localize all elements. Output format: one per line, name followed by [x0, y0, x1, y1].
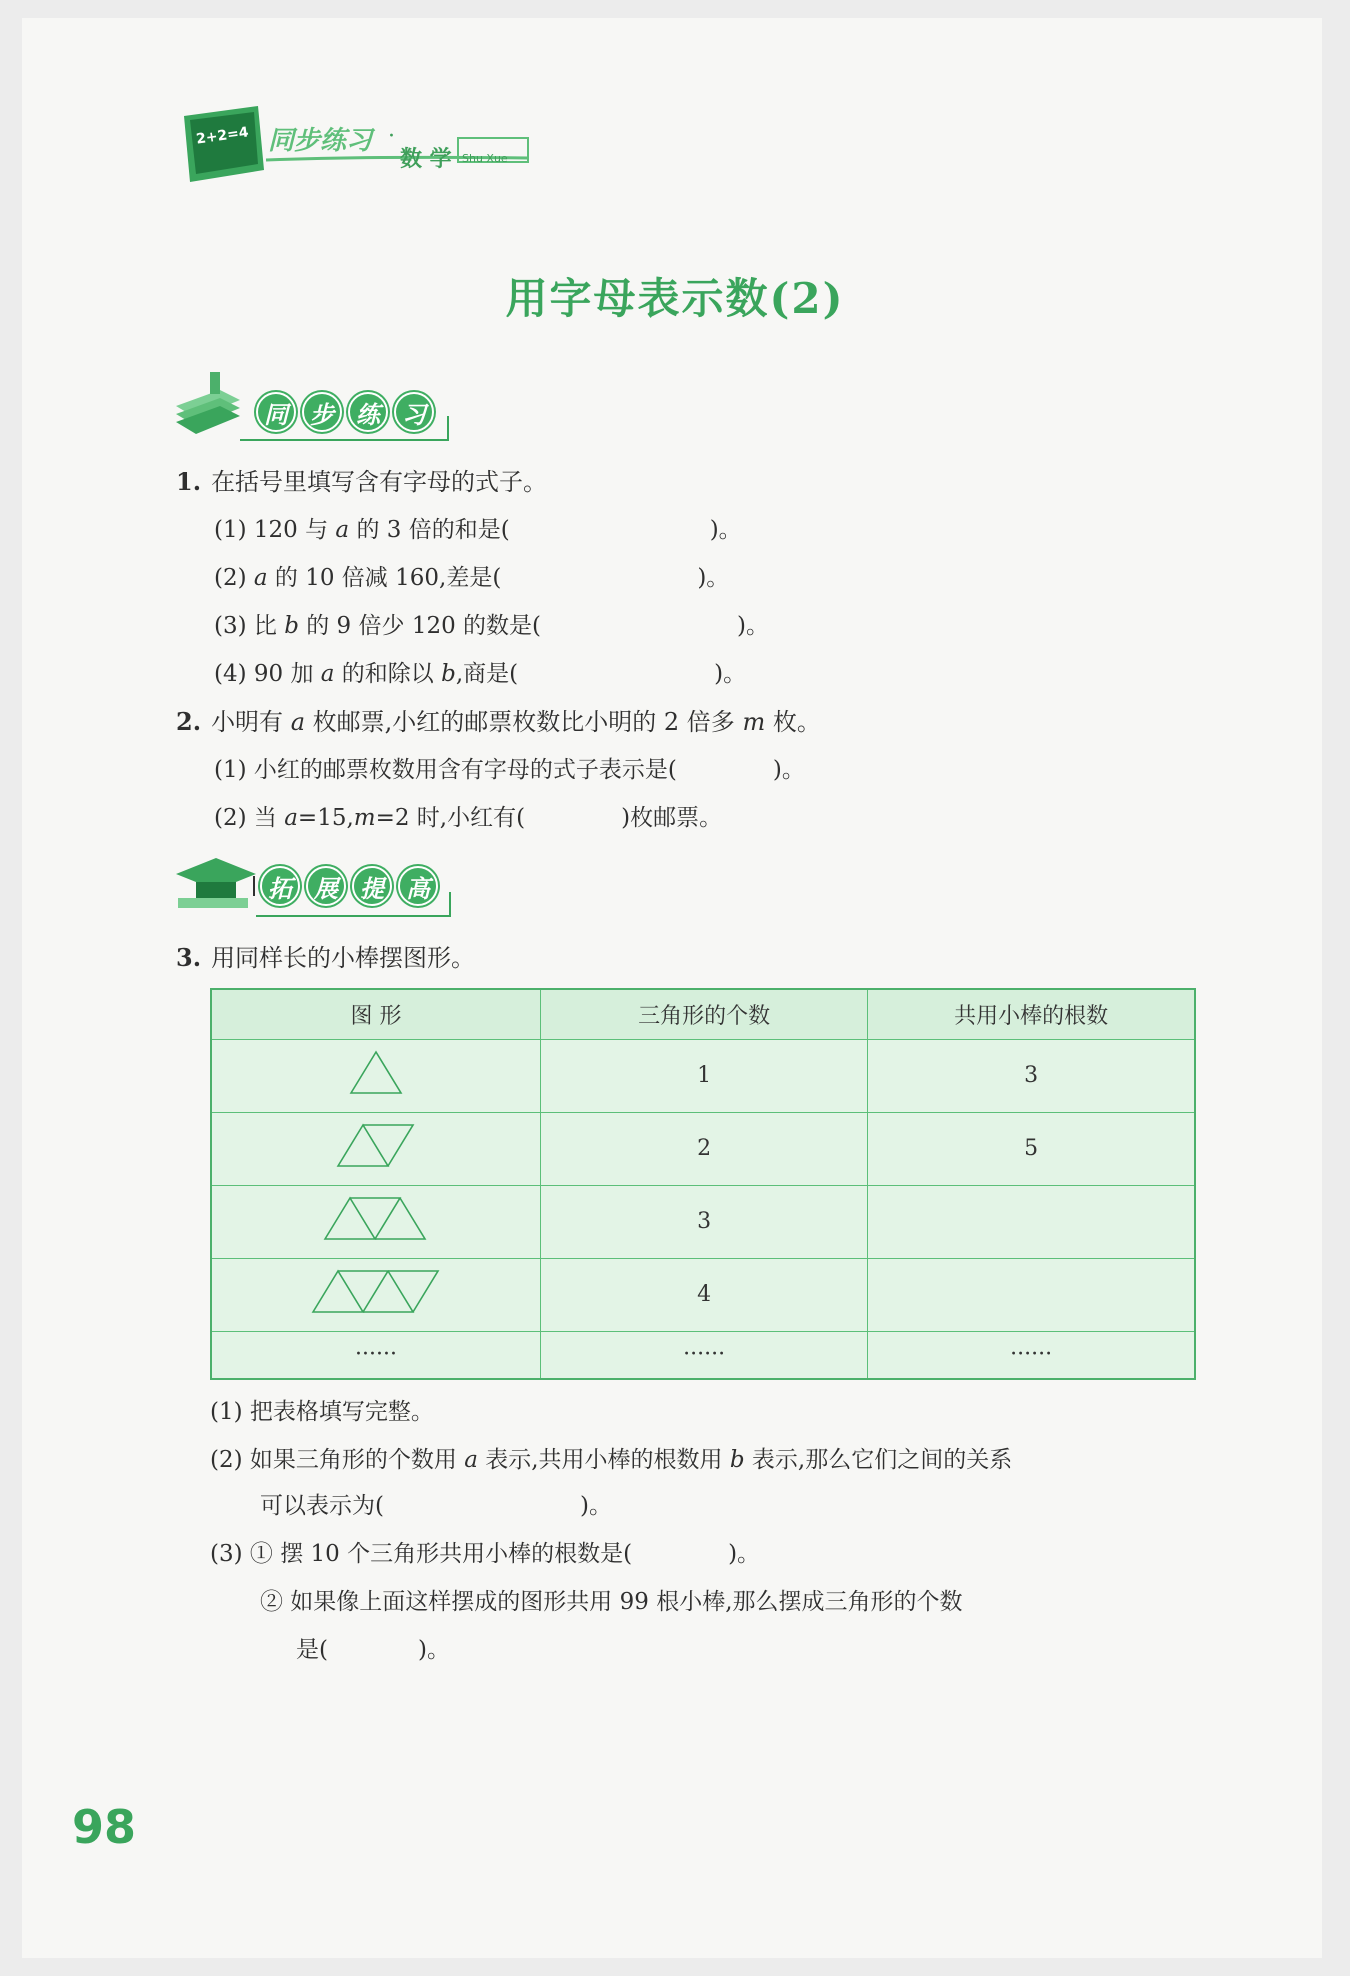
- section-char: 拓: [260, 866, 300, 906]
- count-cell: 4: [540, 1258, 867, 1331]
- q1-item-4: (4) 90 加 a 的和除以 b,商是( )。: [214, 661, 747, 687]
- q3-item-1: (1) 把表格填写完整。: [210, 1399, 434, 1425]
- figure-cell: [211, 1039, 540, 1112]
- subject-pinyin: Shu Xue: [462, 152, 508, 165]
- table-row-ellipsis: [211, 1331, 1195, 1379]
- count-cell: 3: [540, 1185, 867, 1258]
- question-text: 在括号里填写含有字母的式子。: [211, 468, 548, 496]
- question-2: 2. 小明有 a 枚邮票,小红的邮票枚数比小明的 2 倍多 m 枚。: [176, 707, 821, 736]
- q1-item-1: (1) 120 与 a 的 3 倍的和是( )。: [214, 517, 742, 543]
- question-number: 1.: [176, 467, 202, 496]
- triangle-figure-2: [334, 1121, 418, 1171]
- question-1: [176, 466, 547, 498]
- ellipsis-cell: ······: [211, 1331, 540, 1379]
- q1-item-2: (2) a 的 10 倍减 160,差是( )。: [214, 565, 730, 591]
- q3-item-3a: (3) ① 摆 10 个三角形共用小棒的根数是( )。: [210, 1541, 761, 1567]
- triangle-stick-table: [210, 988, 1196, 1380]
- section-char: 步: [302, 392, 342, 432]
- count-cell: 2: [540, 1112, 867, 1185]
- figure-cell: [211, 1258, 540, 1331]
- q2-item-1: (1) 小红的邮票枚数用含有字母的式子表示是( )。: [214, 757, 805, 783]
- sticks-cell[interactable]: [868, 1258, 1195, 1331]
- page-number: 98: [72, 1800, 137, 1854]
- table-header: 三角形的个数: [540, 989, 867, 1039]
- q3-item-3b-cont: 是( )。: [296, 1637, 450, 1663]
- section-title-practice: [256, 392, 434, 432]
- ellipsis-cell: ······: [540, 1331, 867, 1379]
- sticks-cell[interactable]: [868, 1185, 1195, 1258]
- count-cell: 1: [540, 1039, 867, 1112]
- table-row: [211, 1258, 1195, 1331]
- header-dot: ·: [388, 124, 395, 149]
- sticks-cell: 5: [868, 1112, 1195, 1185]
- q3-item-2: (2) 如果三角形的个数用 a 表示,共用小棒的根数用 b 表示,那么它们之间的关系: [210, 1447, 1013, 1473]
- series-name: 同步练习: [268, 126, 373, 156]
- table-row: [211, 1039, 1195, 1112]
- table-row: [211, 1185, 1195, 1258]
- table-header: 图 形: [211, 989, 540, 1039]
- q3-item-2-cont: 可以表示为( )。: [260, 1493, 612, 1519]
- figure-cell: [211, 1185, 540, 1258]
- section-char: 习: [394, 392, 434, 432]
- q2-item-2: (2) 当 a=15,m=2 时,小红有( )枚邮票。: [214, 805, 723, 831]
- ellipsis-cell: ······: [868, 1331, 1195, 1379]
- triangle-figure-3: [321, 1194, 431, 1244]
- section-char: 练: [348, 392, 388, 432]
- q1-item-3: (3) 比 b 的 9 倍少 120 的数是( )。: [214, 613, 769, 639]
- page-title: 用字母表示数(2): [505, 274, 845, 323]
- triangle-figure-1: [346, 1048, 406, 1098]
- section-char: 展: [306, 866, 346, 906]
- section-char: 同: [256, 392, 296, 432]
- section-char: 提: [352, 866, 392, 906]
- figure-cell: [211, 1112, 540, 1185]
- section-title-extend: [260, 866, 438, 906]
- question-number: 2.: [176, 707, 202, 736]
- table-row: [211, 1112, 1195, 1185]
- badge-equation: 2+2=4: [195, 124, 250, 148]
- subject-name: 数 学: [400, 147, 452, 172]
- question-text: 用同样长的小棒摆图形。: [211, 944, 476, 972]
- section-char: 高: [398, 866, 438, 906]
- question-3: [176, 942, 475, 974]
- q3-item-3b: ② 如果像上面这样摆成的图形共用 99 根小棒,那么摆成三角形的个数: [260, 1589, 963, 1615]
- sticks-cell: 3: [868, 1039, 1195, 1112]
- table-header: 共用小棒的根数: [868, 989, 1195, 1039]
- question-number: 3.: [176, 943, 202, 972]
- triangle-figure-4: [309, 1267, 443, 1317]
